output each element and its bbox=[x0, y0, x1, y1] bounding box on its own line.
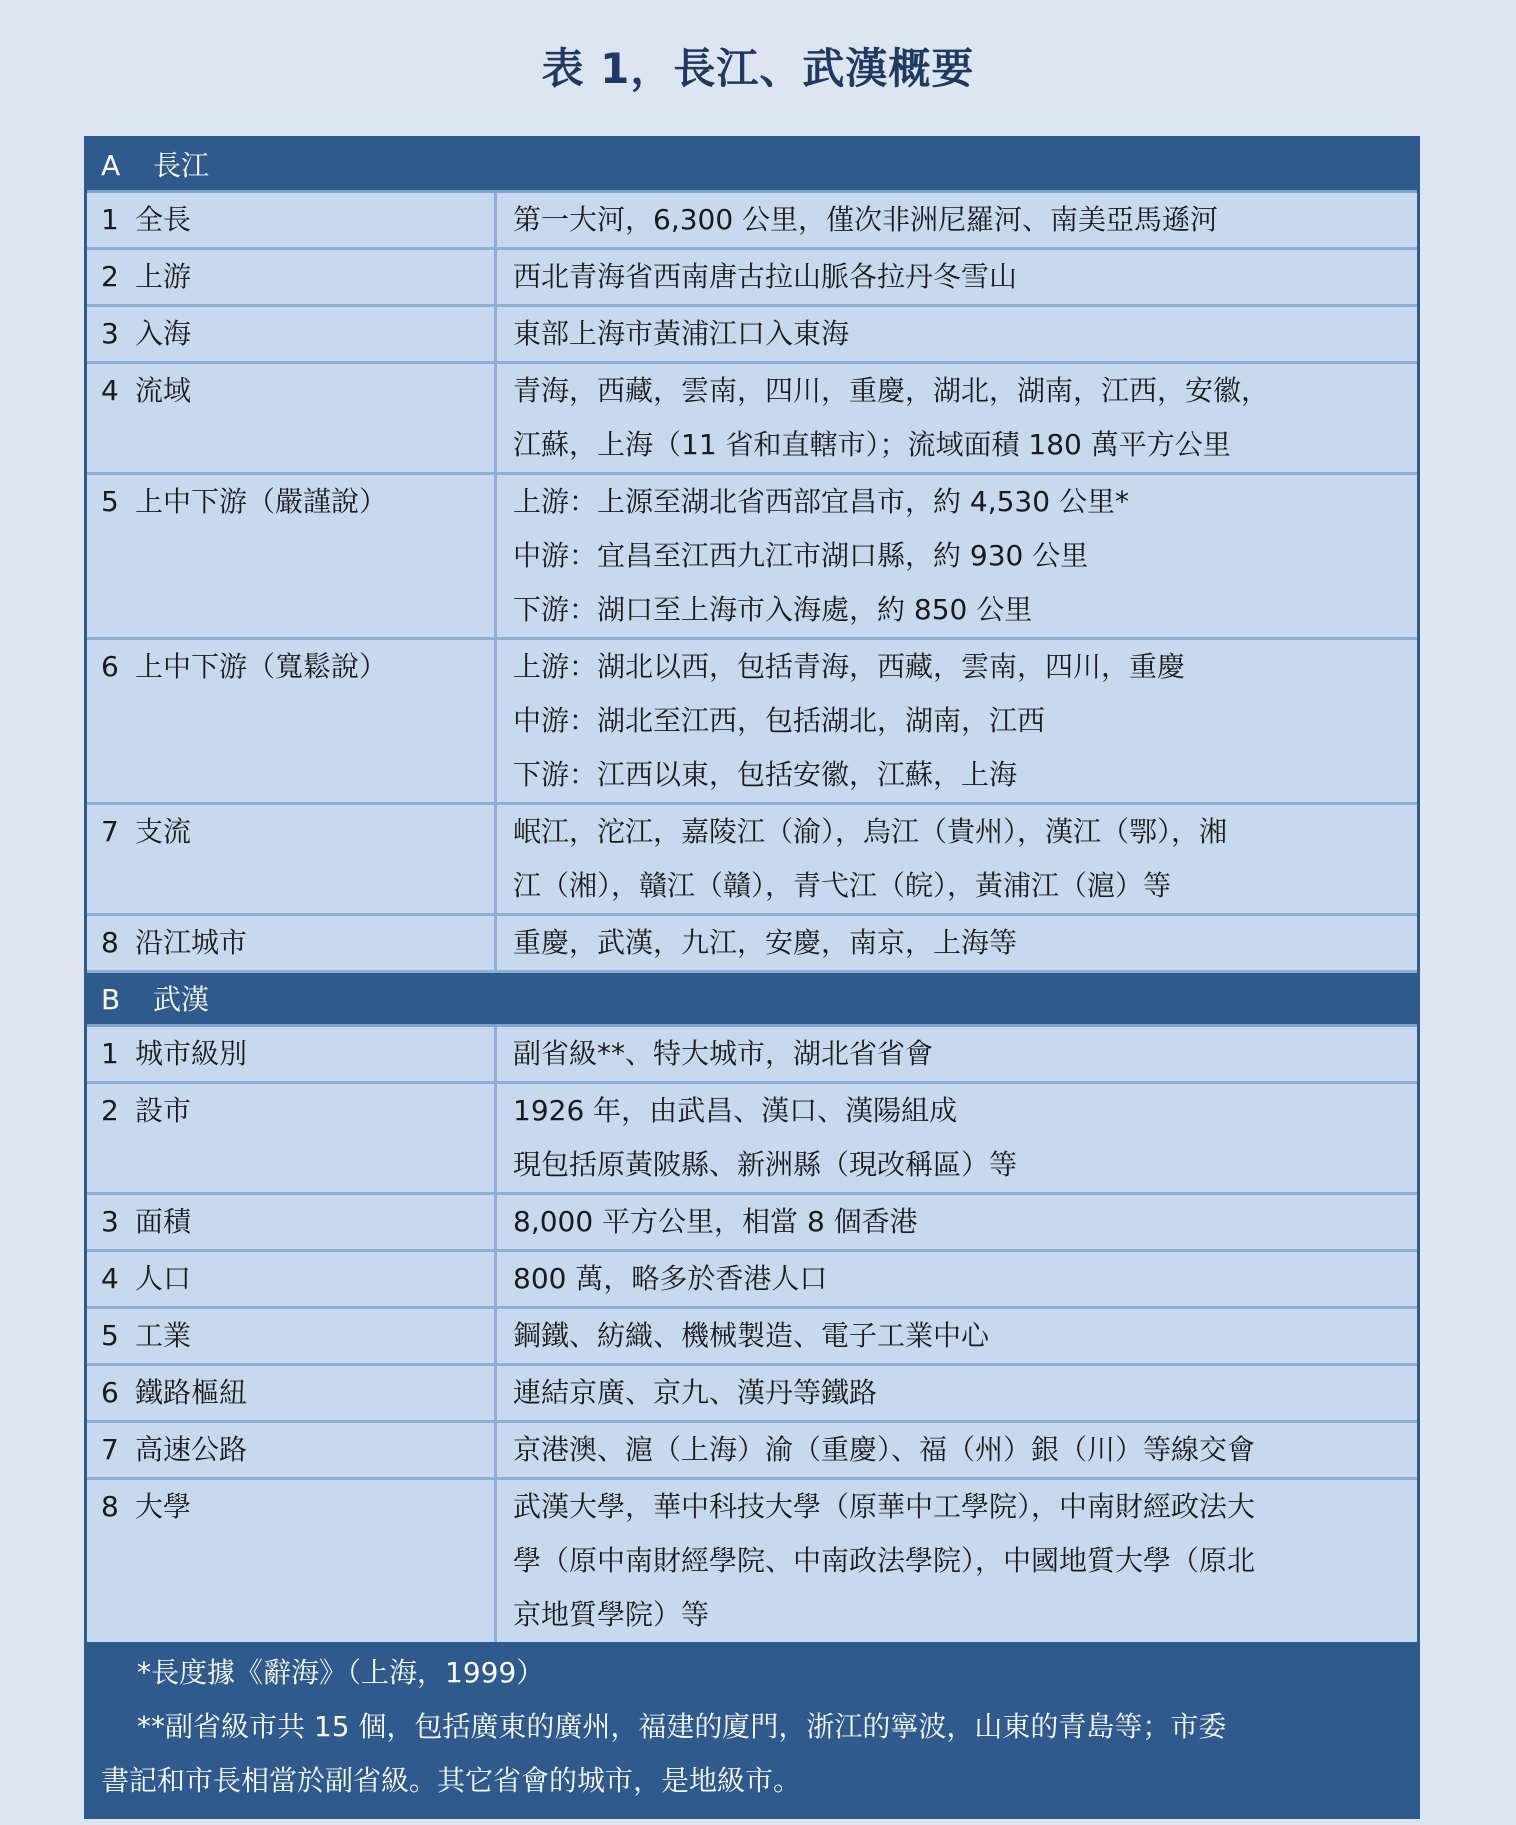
row-label-cell bbox=[87, 250, 497, 304]
row-content-cell bbox=[497, 1423, 1417, 1477]
section-header-a bbox=[87, 139, 1417, 193]
table-row bbox=[87, 1366, 1417, 1423]
section-b-rows bbox=[87, 1027, 1417, 1642]
table-row bbox=[87, 1252, 1417, 1309]
row-label: 入海 bbox=[135, 317, 192, 350]
row-label-cell bbox=[87, 640, 497, 802]
row-label: 上游 bbox=[135, 260, 192, 293]
content-line: 京港澳、滬（上海）渝（重慶）、福（州）銀（川）等線交會 bbox=[513, 1433, 1256, 1466]
row-content-cell bbox=[497, 1084, 1417, 1192]
row-label-cell bbox=[87, 1480, 497, 1642]
content-line: 中游：宜昌至江西九江市湖口縣，約 930 公里 bbox=[513, 539, 1089, 572]
row-content-cell bbox=[497, 1195, 1417, 1249]
content-line: 西北青海省西南唐古拉山脈各拉丹冬雪山 bbox=[513, 260, 1018, 293]
content-line: 岷江，沱江，嘉陵江（渝），烏江（貴州），漢江（鄂），湘 bbox=[513, 815, 1228, 848]
row-label-cell bbox=[87, 1423, 497, 1477]
row-number: 1 bbox=[101, 1037, 119, 1070]
row-number: 1 bbox=[101, 203, 119, 236]
table-row bbox=[87, 1084, 1417, 1195]
table-row bbox=[87, 916, 1417, 973]
row-number: 3 bbox=[101, 1205, 119, 1238]
row-label-cell bbox=[87, 1195, 497, 1249]
row-label-cell bbox=[87, 307, 497, 361]
row-number: 4 bbox=[101, 1262, 119, 1295]
row-label-cell bbox=[87, 364, 497, 472]
row-content-cell bbox=[497, 640, 1417, 802]
row-number: 4 bbox=[101, 374, 119, 407]
row-number: 5 bbox=[101, 485, 119, 518]
content-line: 1926 年，由武昌、漢口、漢陽組成 bbox=[513, 1094, 958, 1127]
row-label: 城市級別 bbox=[135, 1037, 248, 1070]
content-line: 第一大河，6,300 公里，僅次非洲尼羅河、南美亞馬遜河 bbox=[513, 203, 1219, 236]
content-line: 東部上海市黃浦江口入東海 bbox=[513, 317, 850, 350]
content-line: 江蘇，上海（11 省和直轄市）；流域面積 180 萬平方公里 bbox=[513, 428, 1231, 461]
row-label: 支流 bbox=[135, 815, 192, 848]
content-line: 連結京廣、京九、漢丹等鐵路 bbox=[513, 1376, 878, 1409]
row-label: 沿江城市 bbox=[135, 926, 248, 959]
row-label-cell bbox=[87, 805, 497, 913]
summary-table bbox=[84, 136, 1420, 1819]
table-row bbox=[87, 805, 1417, 916]
table-row bbox=[87, 1027, 1417, 1084]
content-line: 下游：湖口至上海市入海處，約 850 公里 bbox=[513, 593, 1033, 626]
row-label-cell bbox=[87, 1366, 497, 1420]
section-label: 長江 bbox=[153, 149, 210, 182]
content-line: 800 萬，略多於香港人口 bbox=[513, 1262, 828, 1295]
content-line: 上游：湖北以西，包括青海，西藏，雲南，四川，重慶 bbox=[513, 650, 1186, 683]
content-line: 重慶，武漢，九江，安慶，南京，上海等 bbox=[513, 926, 1018, 959]
row-number: 5 bbox=[101, 1319, 119, 1352]
footnote-2-continued: 書記和市長相當於副省級。其它省會的城市，是地級市。 bbox=[101, 1764, 802, 1797]
row-label-cell bbox=[87, 1252, 497, 1306]
row-number: 7 bbox=[101, 815, 119, 848]
row-number: 6 bbox=[101, 1376, 119, 1409]
section-label: 武漢 bbox=[153, 983, 210, 1016]
row-content-cell bbox=[497, 1252, 1417, 1306]
table-row bbox=[87, 364, 1417, 475]
footnote-2: **副省級市共 15 個，包括廣東的廣州，福建的廈門，浙江的寧波，山東的青島等；市委 bbox=[137, 1710, 1227, 1743]
table-title: 表 1，長江、武漢概要 bbox=[541, 44, 975, 93]
table-row bbox=[87, 1480, 1417, 1642]
row-content-cell bbox=[497, 193, 1417, 247]
row-content-cell bbox=[497, 1027, 1417, 1081]
table-row bbox=[87, 250, 1417, 307]
row-number: 2 bbox=[101, 260, 119, 293]
table-row bbox=[87, 1423, 1417, 1480]
row-label: 高速公路 bbox=[135, 1433, 248, 1466]
content-line: 上游：上源至湖北省西部宜昌市，約 4,530 公里* bbox=[513, 485, 1129, 518]
row-label: 上中下游（寬鬆說） bbox=[135, 650, 388, 683]
table-row bbox=[87, 1309, 1417, 1366]
content-line: 中游：湖北至江西，包括湖北，湖南，江西 bbox=[513, 704, 1046, 737]
row-label-cell bbox=[87, 1084, 497, 1192]
row-label-cell bbox=[87, 475, 497, 637]
table-row bbox=[87, 640, 1417, 805]
section-a-rows bbox=[87, 193, 1417, 973]
row-number: 7 bbox=[101, 1433, 119, 1466]
table-row bbox=[87, 193, 1417, 250]
content-line: 現包括原黃陂縣、新洲縣（現改稱區）等 bbox=[513, 1148, 1018, 1181]
row-number: 2 bbox=[101, 1094, 119, 1127]
row-content-cell bbox=[497, 805, 1417, 913]
content-line: 鋼鐵、紡織、機械製造、電子工業中心 bbox=[513, 1319, 990, 1352]
content-line: 副省級**、特大城市，湖北省省會 bbox=[513, 1037, 934, 1070]
row-label-cell bbox=[87, 1309, 497, 1363]
row-content-cell bbox=[497, 307, 1417, 361]
table-row bbox=[87, 307, 1417, 364]
content-line: 8,000 平方公里，相當 8 個香港 bbox=[513, 1205, 918, 1238]
section-letter: A bbox=[101, 149, 121, 182]
row-label: 大學 bbox=[135, 1490, 192, 1523]
content-line: 學（原中南財經學院、中南政法學院），中國地質大學（原北 bbox=[513, 1544, 1256, 1577]
row-content-cell bbox=[497, 916, 1417, 970]
row-label: 人口 bbox=[135, 1262, 192, 1295]
row-label: 面積 bbox=[135, 1205, 192, 1238]
row-label: 流域 bbox=[135, 374, 192, 407]
row-label: 上中下游（嚴謹說） bbox=[135, 485, 388, 518]
section-letter: B bbox=[101, 983, 121, 1016]
content-line: 青海，西藏，雲南，四川，重慶，湖北，湖南，江西，安徽， bbox=[513, 374, 1270, 407]
row-content-cell bbox=[497, 1366, 1417, 1420]
row-label-cell bbox=[87, 916, 497, 970]
content-line: 武漢大學，華中科技大學（原華中工學院），中南財經政法大 bbox=[513, 1490, 1256, 1523]
row-content-cell bbox=[497, 475, 1417, 637]
row-number: 6 bbox=[101, 650, 119, 683]
row-number: 8 bbox=[101, 926, 119, 959]
row-label: 工業 bbox=[135, 1319, 192, 1352]
row-label: 鐵路樞紐 bbox=[135, 1376, 248, 1409]
row-content-cell bbox=[497, 250, 1417, 304]
row-content-cell bbox=[497, 1480, 1417, 1642]
row-label-cell bbox=[87, 193, 497, 247]
row-number: 8 bbox=[101, 1490, 119, 1523]
table-row bbox=[87, 1195, 1417, 1252]
content-line: 下游：江西以東，包括安徽，江蘇，上海 bbox=[513, 758, 1018, 791]
table-row bbox=[87, 475, 1417, 640]
row-number: 3 bbox=[101, 317, 119, 350]
footnote-1: *長度據《辭海》（上海，1999） bbox=[137, 1656, 545, 1689]
row-content-cell bbox=[497, 364, 1417, 472]
content-line: 京地質學院）等 bbox=[513, 1598, 710, 1631]
row-label: 設市 bbox=[135, 1094, 192, 1127]
content-line: 江（湘），贛江（贛），青弋江（皖），黃浦江（滬）等 bbox=[513, 869, 1172, 902]
row-label-cell bbox=[87, 1027, 497, 1081]
row-label: 全長 bbox=[135, 203, 192, 236]
section-header-b bbox=[87, 973, 1417, 1027]
footnotes bbox=[87, 1642, 1417, 1816]
row-content-cell bbox=[497, 1309, 1417, 1363]
